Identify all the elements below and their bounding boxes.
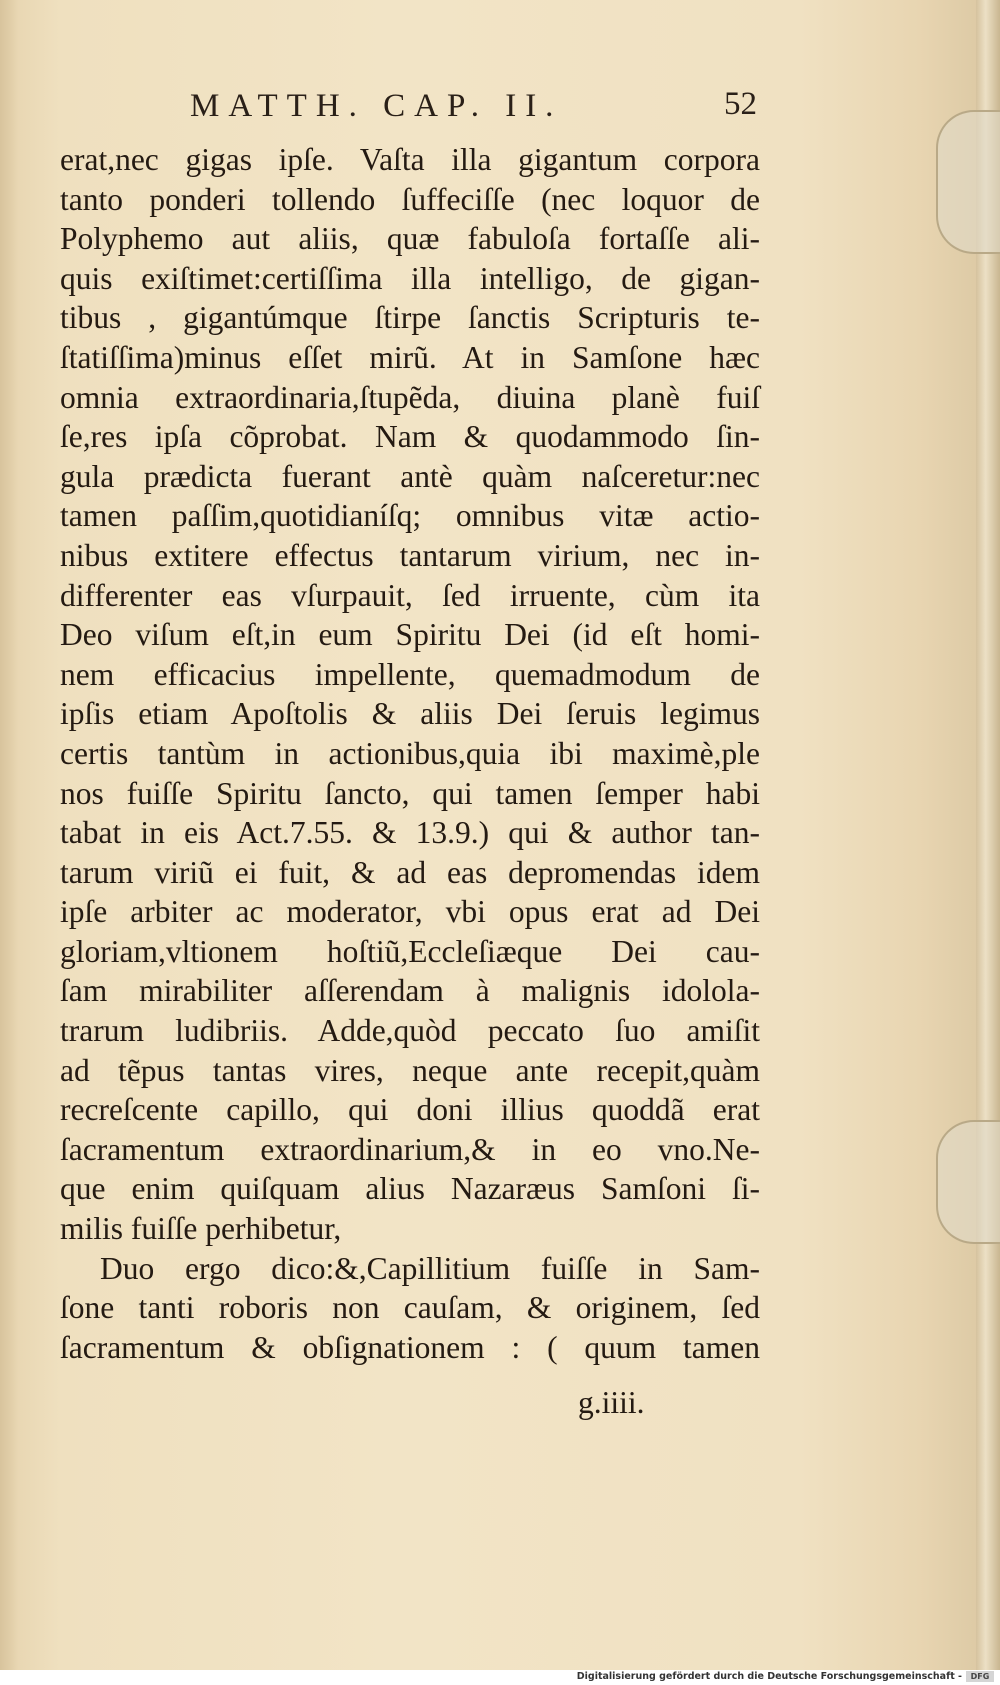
text-line: recreſcente capillo, qui doni illius quoddã erat bbox=[60, 1092, 760, 1128]
text-line: differenter eas vſurpauit, ſed irruente, cùm ita bbox=[60, 577, 760, 613]
text-line: ad tẽpus tantas vires, neque ante recepit,quàm bbox=[60, 1052, 760, 1088]
book-clasp-top bbox=[936, 110, 1000, 254]
text-line: gula prædicta fuerant antè quàm naſceretur:nec bbox=[60, 458, 760, 494]
text-line: tanto ponderi tollendo ſuffeciſſe (nec loquor de bbox=[60, 181, 760, 217]
body-text bbox=[60, 140, 760, 1367]
book-clasp-bottom bbox=[936, 1120, 1000, 1244]
text-line: ſam mirabiliter aſſerendam à malignis idolola- bbox=[60, 973, 760, 1009]
running-head: MATTH. CAP. II. bbox=[190, 88, 563, 124]
text-line: ſe,res ipſa cõprobat. Nam & quodammodo ſin- bbox=[60, 419, 760, 455]
dfg-logo: DFG bbox=[966, 1671, 994, 1682]
text-line: que enim quiſquam alius Nazaræus Samſoni ſi- bbox=[60, 1171, 760, 1207]
text-line: gloriam,vltionem hoſtiũ,Eccleſiæque Dei cau- bbox=[60, 933, 760, 969]
text-line: ſone tanti roboris non cauſam, & originem, ſed bbox=[60, 1290, 760, 1326]
text-line: certis tantùm in actionibus,quia ibi maximè,ple bbox=[60, 735, 760, 771]
page-gutter-shadow bbox=[0, 0, 18, 1670]
text-line: ſacramentum extraordinarium,& in eo vno.Ne- bbox=[60, 1131, 760, 1167]
text-line: tabat in eis Act.7.55. & 13.9.) qui & author tan- bbox=[60, 815, 760, 851]
text-line: quis exiſtimet:certiſſima illa intelligo, de gigan- bbox=[60, 260, 760, 296]
text-line: milis fuiſſe perhibetur, bbox=[60, 1211, 342, 1247]
text-line: omnia extraordinaria,ſtupẽda, diuina planè fuiſ bbox=[60, 379, 760, 415]
text-line: Deo viſum eſt,in eum Spiritu Dei (id eſt homi- bbox=[60, 617, 760, 653]
text-line: Polyphemo aut aliis, quæ fabuloſa fortaſſe ali- bbox=[60, 221, 760, 257]
signature-mark: g.iiii. bbox=[578, 1385, 645, 1420]
text-line: tibus , gigantúmque ſtirpe ſanctis Scripturis te- bbox=[60, 300, 760, 336]
text-line: nem efficacius impellente, quemadmodum de bbox=[60, 656, 760, 692]
text-line: tamen paſſim,quotidianíſq; omnibus vitæ actio- bbox=[60, 498, 760, 534]
digitization-credit: Digitalisierung gefördert durch die Deutsche Forschungsgemeinschaft - bbox=[576, 1671, 962, 1682]
text-line: ipſis etiam Apoſtolis & aliis Dei ſeruis legimus bbox=[60, 696, 760, 732]
text-line: trarum ludibriis. Adde,quòd peccato ſuo amiſit bbox=[60, 1013, 760, 1049]
text-line: nibus extitere effectus tantarum virium, nec in- bbox=[60, 537, 760, 573]
text-line: ſtatiſſima)minus eſſet mirũ. At in Samſone hæc bbox=[60, 339, 760, 375]
text-line: ipſe arbiter ac moderator, vbi opus erat ad Dei bbox=[60, 894, 760, 930]
text-line: tarum viriũ ei fuit, & ad eas depromendas idem bbox=[60, 854, 760, 890]
page-number: 52 bbox=[724, 86, 757, 122]
text-line: ſacramentum & obſignationem : ( quum tamen bbox=[60, 1329, 760, 1365]
paragraph-start-line: Duo ergo dico:&,Capillitium fuiſſe in Sam- bbox=[100, 1250, 760, 1286]
text-line: erat,nec gigas ipſe. Vaſta illa gigantum corpora bbox=[60, 142, 760, 177]
text-line: nos fuiſſe Spiritu ſancto, qui tamen ſemper habi bbox=[60, 775, 760, 811]
